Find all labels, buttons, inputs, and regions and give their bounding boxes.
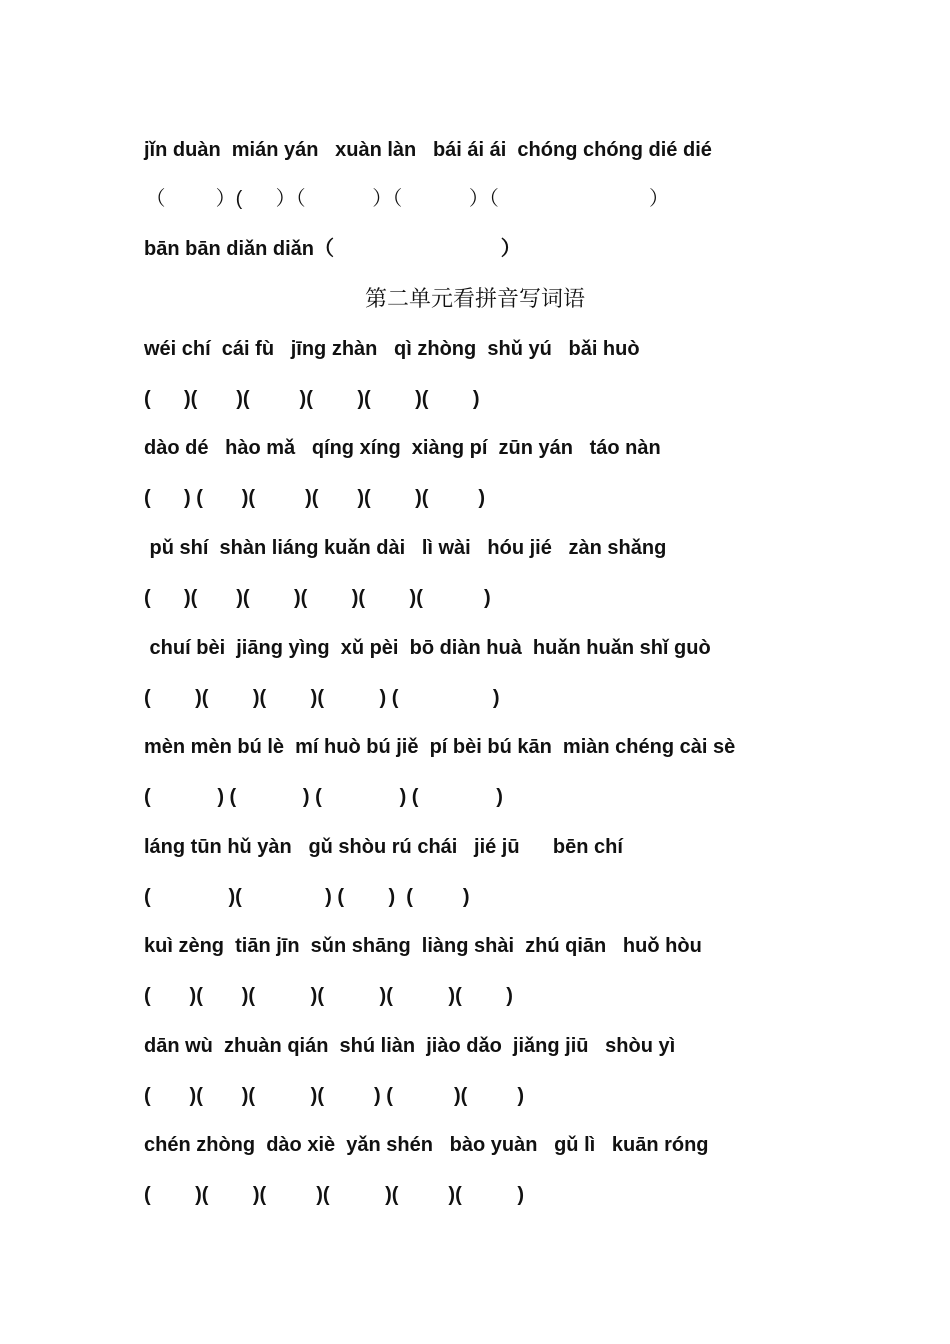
pinyin-line-top-2: bān bān diǎn diǎn（ ） bbox=[144, 238, 521, 260]
section-title: 第二单元看拼音写词语 bbox=[364, 287, 585, 312]
pinyin-row: chuí bèi jiāng yìng xǔ pèi bō diàn huà huǎn huǎn shǐ guò bbox=[144, 637, 711, 659]
pinyin-row: láng tūn hǔ yàn gǔ shòu rú chái jié jū bēn chí bbox=[144, 836, 623, 858]
answer-blanks-row[interactable]: ( )( )( )( ) ( ) bbox=[144, 687, 500, 709]
answer-blanks-row[interactable]: ( )( ) ( ) ( ) bbox=[144, 886, 470, 908]
pinyin-row: dào dé hào mǎ qíng xíng xiàng pí zūn yán táo nàn bbox=[144, 437, 661, 459]
pinyin-row: chén zhòng dào xiè yǎn shén bào yuàn gǔ lì kuān róng bbox=[144, 1134, 709, 1156]
answer-blanks-row[interactable]: ( )( )( )( ) ( )( ) bbox=[144, 1085, 524, 1107]
pinyin-row: wéi chí cái fù jīng zhàn qì zhòng shǔ yú bǎi huò bbox=[144, 338, 640, 360]
answer-blanks-row[interactable]: ( )( )( )( )( )( ) bbox=[144, 388, 480, 410]
answer-blanks-row[interactable]: ( )( )( )( )( )( ) bbox=[144, 985, 513, 1007]
answer-blanks-row[interactable]: ( ) ( ) ( ) ( ) bbox=[144, 786, 503, 808]
answer-blanks-row[interactable]: ( )( )( )( )( )( ) bbox=[144, 587, 491, 609]
pinyin-row: kuì zèng tiān jīn sǔn shāng liàng shài zhú qiān huǒ hòu bbox=[144, 935, 702, 957]
pinyin-row: dān wù zhuàn qián shú liàn jiào dǎo jiǎng jiū shòu yì bbox=[144, 1035, 676, 1057]
pinyin-row: mèn mèn bú lè mí huò bú jiě pí bèi bú kān miàn chéng cài sè bbox=[144, 736, 736, 758]
pinyin-row: pǔ shí shàn liáng kuǎn dài lì wài hóu jié zàn shǎng bbox=[144, 537, 667, 559]
answer-blanks-row[interactable]: ( ) ( )( )( )( )( ) bbox=[144, 487, 486, 509]
answer-blanks-top-1[interactable]: （ ）( ）（ ）（ ）（ ） bbox=[140, 188, 669, 210]
answer-blanks-row[interactable]: ( )( )( )( )( )( ) bbox=[144, 1184, 524, 1206]
pinyin-line-top-1: jǐn duàn mián yán xuàn làn bái ái ái chóng chóng dié dié bbox=[144, 139, 712, 161]
